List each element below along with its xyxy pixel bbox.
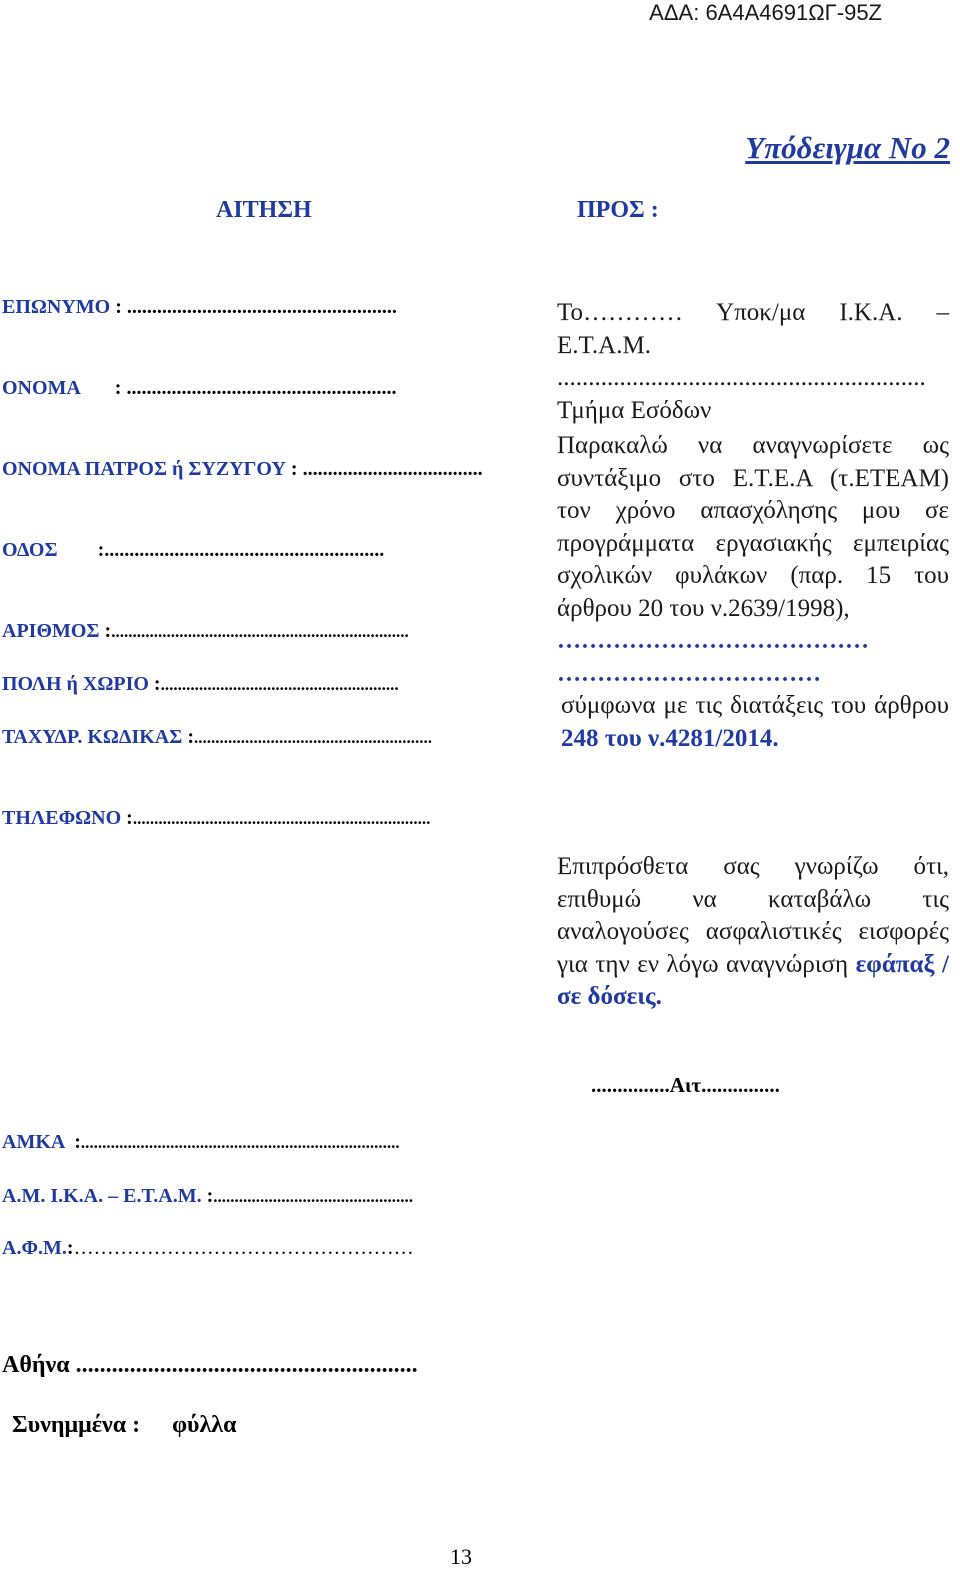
application-heading: ΑΙΤΗΣΗ [216, 197, 312, 223]
field-label: ΟΝΟΜΑ [2, 377, 80, 399]
field-label: ΕΠΩΝΥΜΟ [2, 296, 111, 318]
field-label: ΑΜΚΑ [2, 1131, 65, 1153]
field-label: ΠΟΛΗ ή ΧΩΡΙΟ [2, 673, 149, 695]
request-dots-2: …………………………… [557, 660, 821, 687]
field-street [2, 539, 384, 562]
field-separator: : [285, 458, 298, 480]
field-separator: : [201, 1185, 214, 1207]
field-ika-etam-number [2, 1185, 413, 1208]
field-separator: : [121, 807, 133, 829]
field-separator: : [57, 539, 105, 561]
recipient-line-3: Τμήμα Εσόδων [557, 396, 712, 424]
page-number: 13 [450, 1544, 472, 1569]
field-label: ΟΔΟΣ [2, 539, 58, 561]
field-label: ΑΡΙΘΜΟΣ [2, 620, 100, 642]
field-separator: : [79, 377, 122, 399]
field-separator: : [64, 1131, 81, 1153]
field-label: ΤΑΧΥΔΡ. ΚΩΔΙΚΑΣ [2, 726, 183, 748]
field-separator: : [110, 296, 122, 318]
request-dots-1: ………………………………… [557, 628, 869, 654]
recipient-line-1: Το………… Υποκ/μα Ι.Κ.Α. – Ε.Τ.Α.Μ. [557, 299, 949, 359]
athina-date-line: Αθήνα ......................................................... [2, 1352, 418, 1378]
field-dots: ...................................................................... [132, 809, 431, 828]
field-label: Α.Φ.Μ. [2, 1237, 67, 1259]
field-dots: .................................... [297, 458, 483, 480]
model-title: Υπόδειγμα Νο 2 [745, 130, 950, 165]
field-dots: ........................................................................... [80, 1133, 400, 1152]
field-dots: ...................................................... [121, 377, 397, 399]
field-dots: ........................................................ [193, 728, 432, 747]
field-separator: : [182, 726, 194, 748]
field-postal-code [2, 726, 432, 749]
recipient-block [557, 297, 949, 427]
field-dots: ...................................................................... [111, 622, 409, 641]
field-surname [2, 296, 397, 319]
field-separator: : [148, 673, 161, 695]
attachments-value: φύλλα [172, 1412, 237, 1438]
field-afm [2, 1237, 414, 1260]
request-paragraph [557, 430, 949, 755]
field-dots: ........................................................ [104, 539, 385, 561]
field-dots: …………………………………………… [73, 1237, 414, 1259]
field-name [2, 377, 396, 400]
field-label: ΤΗΛΕΦΩΝΟ [2, 807, 122, 829]
field-label: ΟΝΟΜΑ ΠΑΤΡΟΣ ή ΣΥΖΥΓΟΥ [2, 458, 286, 480]
field-phone [2, 807, 430, 830]
field-amka [2, 1131, 400, 1154]
to-heading: ΠΡΟΣ : [577, 197, 659, 223]
field-dots: ........................................................ [160, 675, 399, 694]
recipient-line-2: ........................................................... [557, 364, 926, 391]
field-dots: ...................................................... [121, 296, 397, 318]
field-city-village [2, 673, 399, 696]
request-text: Παρακαλώ να αναγνωρίσετε ως συντάξιμο στο Ε.Τ.Ε.Α (τ.ΕΤΕΑΜ) τον χρόνο απασχόλησης μου σε προγράμματα εργασιακής εμπειρίας σχολικών φυλάκων (παρ. 15 του άρθρου 20 του ν.2639/1998), [557, 432, 949, 622]
field-label: Α.Μ. Ι.Κ.Α. – Ε.Τ.Α.Μ. [2, 1185, 202, 1207]
signature-line: ...............Αιτ............... [591, 1073, 780, 1097]
additional-text: Επιπρόσθετα σας γνωρίζω ότι, επιθυμώ να καταβάλω τις αναλογούσες ασφαλιστικές εισφορές για την εν λόγω αναγνώριση [557, 853, 949, 978]
field-separator: : [66, 1237, 74, 1259]
additional-paragraph [557, 851, 949, 1014]
request-continuation: σύμφωνα με τις διατάξεις του άρθρου [561, 692, 949, 719]
field-separator: : [99, 620, 112, 642]
field-dots: ............................................... [213, 1187, 414, 1206]
attachments-line [12, 1412, 236, 1439]
payment-option: εφάπαξ / σε δόσεις. [557, 950, 949, 1010]
attachments-label: Συνημμένα : [12, 1412, 141, 1438]
ada-code: ΑΔΑ: 6Α4Α4691ΩΓ-95Ζ [649, 0, 882, 25]
field-father-spouse-name [2, 458, 483, 481]
field-number [2, 620, 409, 643]
law-reference: 248 του ν.4281/2014. [561, 724, 779, 752]
